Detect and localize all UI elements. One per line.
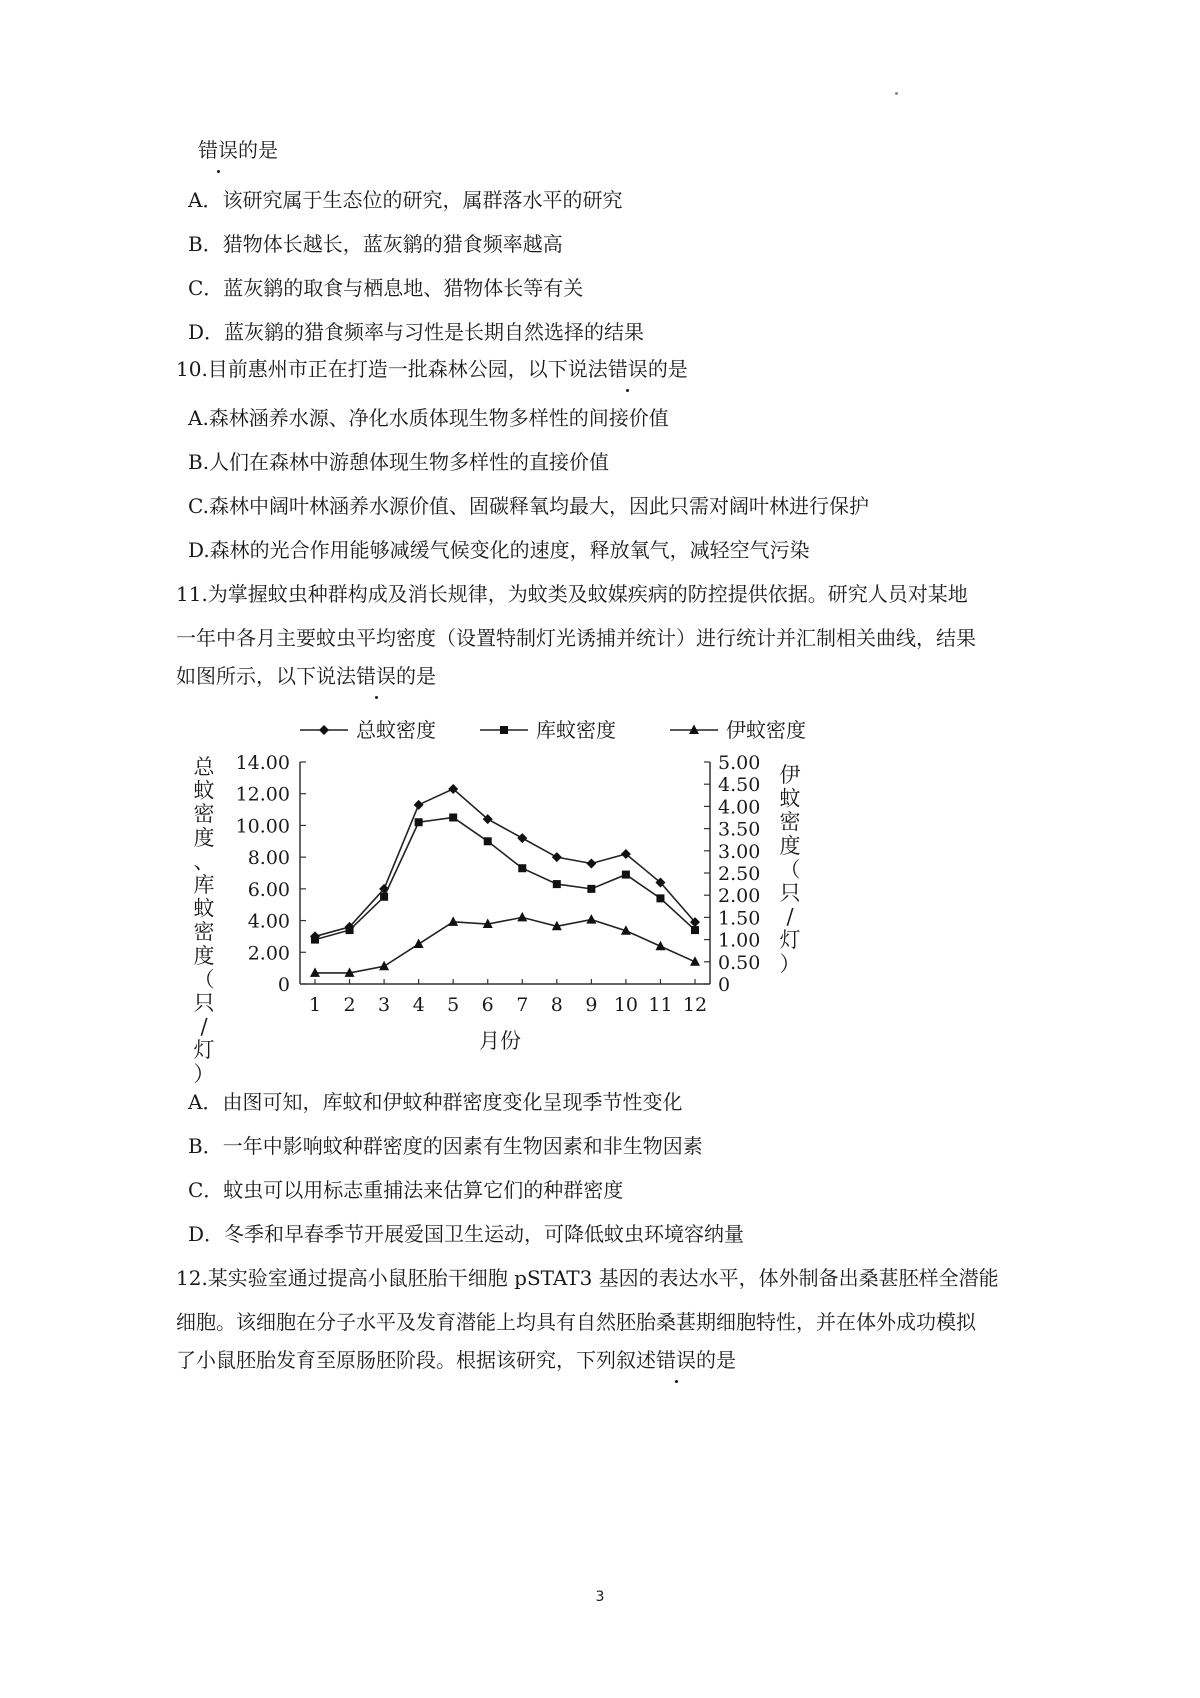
q9-option-a: A．该研究属于生态位的研究，属群落水平的研究: [188, 188, 623, 212]
data-point-square: [449, 814, 457, 822]
text: 的是: [238, 138, 278, 162]
legend-marker-diamond: [319, 725, 329, 735]
q12-stem-line1: 12.某实验室通过提高小鼠胚胎干细胞 pSTAT3 基因的表达水平，体外制备出桑葚胚样全潜能: [176, 1266, 999, 1290]
q10-option-a: A.森林涵养水源、净化水质体现生物多样性的间接价值: [188, 406, 669, 430]
legend-label: 库蚊密度: [536, 718, 616, 742]
x-tick-label: 1: [308, 994, 322, 1016]
q9-stem-tail: [198, 136, 278, 164]
x-tick-label: 3: [378, 994, 391, 1016]
data-point-square: [346, 926, 354, 934]
data-point-square: [587, 885, 595, 893]
left-tick-label: 0: [277, 974, 290, 996]
data-point-square: [656, 894, 664, 902]
x-tick-label: 11: [648, 994, 673, 1016]
q11-stem-line1: 11.为掌握蚊虫种群构成及消长规律，为蚊类及蚊媒疾病的防控提供依据。研究人员对某地: [176, 582, 968, 606]
text: 的是: [396, 664, 436, 688]
emphasis-text: 错误: [198, 138, 238, 162]
q12-stem-line3: [176, 1346, 736, 1374]
scan-mark: [895, 92, 898, 95]
legend-marker-square: [500, 726, 508, 734]
series-line-diamond: [315, 789, 695, 936]
data-point-triangle: [414, 939, 424, 949]
emphasis-text: 错误: [656, 1348, 696, 1372]
q12-stem-line2: 细胞。该细胞在分子水平及发育潜能上均具有自然胚胎桑葚期细胞特性，并在体外成功模拟: [176, 1310, 976, 1334]
data-point-square: [622, 871, 630, 879]
q10-option-d: D.森林的光合作用能够减缓气候变化的速度，释放氧气，减轻空气污染: [188, 538, 810, 562]
series-line-triangle: [315, 917, 695, 973]
q11-option-b: B．一年中影响蚊种群密度的因素有生物因素和非生物因素: [188, 1134, 703, 1158]
q10-option-b: B.人们在森林中游憩体现生物多样性的直接价值: [188, 450, 610, 474]
data-point-square: [484, 837, 492, 845]
data-point-square: [553, 880, 561, 888]
data-point-square: [518, 864, 526, 872]
left-tick-label: 6.00: [247, 878, 290, 901]
emphasis-text: 错误: [356, 664, 396, 688]
q11-stem-line3: [176, 662, 436, 690]
x-tick-label: 12: [682, 994, 708, 1016]
right-tick-label: 3.00: [718, 840, 761, 863]
emphasis-text: 错误: [607, 357, 648, 381]
mosquito-density-chart: [190, 712, 810, 1086]
q9-option-b: B．猎物体长越长，蓝灰鹟的猎食频率越高: [188, 232, 563, 256]
right-tick-label: 0.50: [718, 951, 761, 974]
right-tick-label: 4.00: [718, 796, 761, 819]
left-tick-label: 10.00: [235, 815, 290, 838]
page-number: 3: [595, 1589, 605, 1605]
x-tick-label: 10: [613, 994, 639, 1016]
q10-stem: [176, 355, 688, 383]
right-tick-label: 1.00: [718, 929, 761, 952]
data-point-square: [311, 936, 319, 944]
data-point-diamond: [552, 852, 562, 862]
right-tick-label: 2.00: [718, 885, 761, 908]
q11-stem-line2: 一年中各月主要蚊虫平均密度（设置特制灯光诱捕并统计）进行统计并汇制相关曲线，结果: [176, 626, 976, 650]
right-tick-label: 1.50: [718, 907, 761, 930]
legend-label: 总蚊密度: [356, 718, 436, 742]
q9-option-c: C．蓝灰鹟的取食与栖息地、猎物体长等有关: [188, 276, 584, 300]
data-point-triangle: [517, 912, 527, 922]
x-tick-label: 6: [481, 994, 494, 1016]
left-tick-label: 12.00: [235, 783, 290, 806]
right-tick-label: 5.00: [718, 752, 761, 774]
text: 10.目前惠州市正在打造一批森林公园，以下说法: [176, 357, 608, 381]
q10-option-c: C.森林中阔叶林涵养水源价值、固碳释氧均最大，因此只需对阔叶林进行保护: [188, 494, 869, 518]
right-axis-label: 伊蚊密度（只/灯）: [779, 763, 801, 976]
x-tick-label: 7: [516, 994, 529, 1016]
text: 了小鼠胚胎发育至原肠胚阶段。根据该研究，下列叙述: [176, 1348, 656, 1372]
x-tick-label: 4: [412, 994, 425, 1016]
x-axis-label: 月份: [479, 1029, 521, 1053]
left-tick-label: 8.00: [247, 847, 290, 870]
data-point-square: [415, 818, 423, 826]
q9-option-d: D．蓝灰鹟的猎食频率与习性是长期自然选择的结果: [188, 320, 645, 344]
x-tick-label: 2: [343, 994, 356, 1016]
right-tick-label: 2.50: [718, 863, 761, 885]
text: 如图所示，以下说法: [176, 664, 356, 688]
data-point-diamond: [517, 833, 527, 843]
right-tick-label: 4.50: [718, 774, 761, 797]
data-point-square: [691, 926, 699, 934]
left-axis-label: 总蚊密度、库蚊密度（只/灯）: [193, 755, 215, 1086]
left-tick-label: 4.00: [247, 910, 290, 933]
data-point-diamond: [414, 800, 424, 810]
text: 的是: [647, 357, 688, 381]
left-tick-label: 2.00: [247, 942, 290, 965]
left-tick-label: 14.00: [235, 752, 290, 774]
q11-option-c: C．蚊虫可以用标志重捕法来估算它们的种群密度: [188, 1178, 624, 1202]
data-point-diamond: [586, 858, 596, 868]
q11-option-a: A．由图可知，库蚊和伊蚊种群密度变化呈现季节性变化: [188, 1090, 683, 1114]
data-point-triangle: [448, 916, 458, 926]
data-point-triangle: [586, 914, 596, 924]
right-tick-label: 3.50: [718, 818, 761, 841]
x-tick-label: 8: [550, 994, 563, 1016]
x-tick-label: 5: [447, 994, 460, 1016]
right-tick-label: 0: [718, 974, 731, 996]
text: 的是: [696, 1348, 736, 1372]
legend-label: 伊蚊密度: [726, 718, 806, 742]
q11-option-d: D．冬季和早春季节开展爱国卫生运动，可降低蚊虫环境容纳量: [188, 1222, 745, 1246]
data-point-square: [380, 893, 388, 901]
x-tick-label: 9: [585, 994, 598, 1016]
data-point-triangle: [379, 961, 389, 971]
